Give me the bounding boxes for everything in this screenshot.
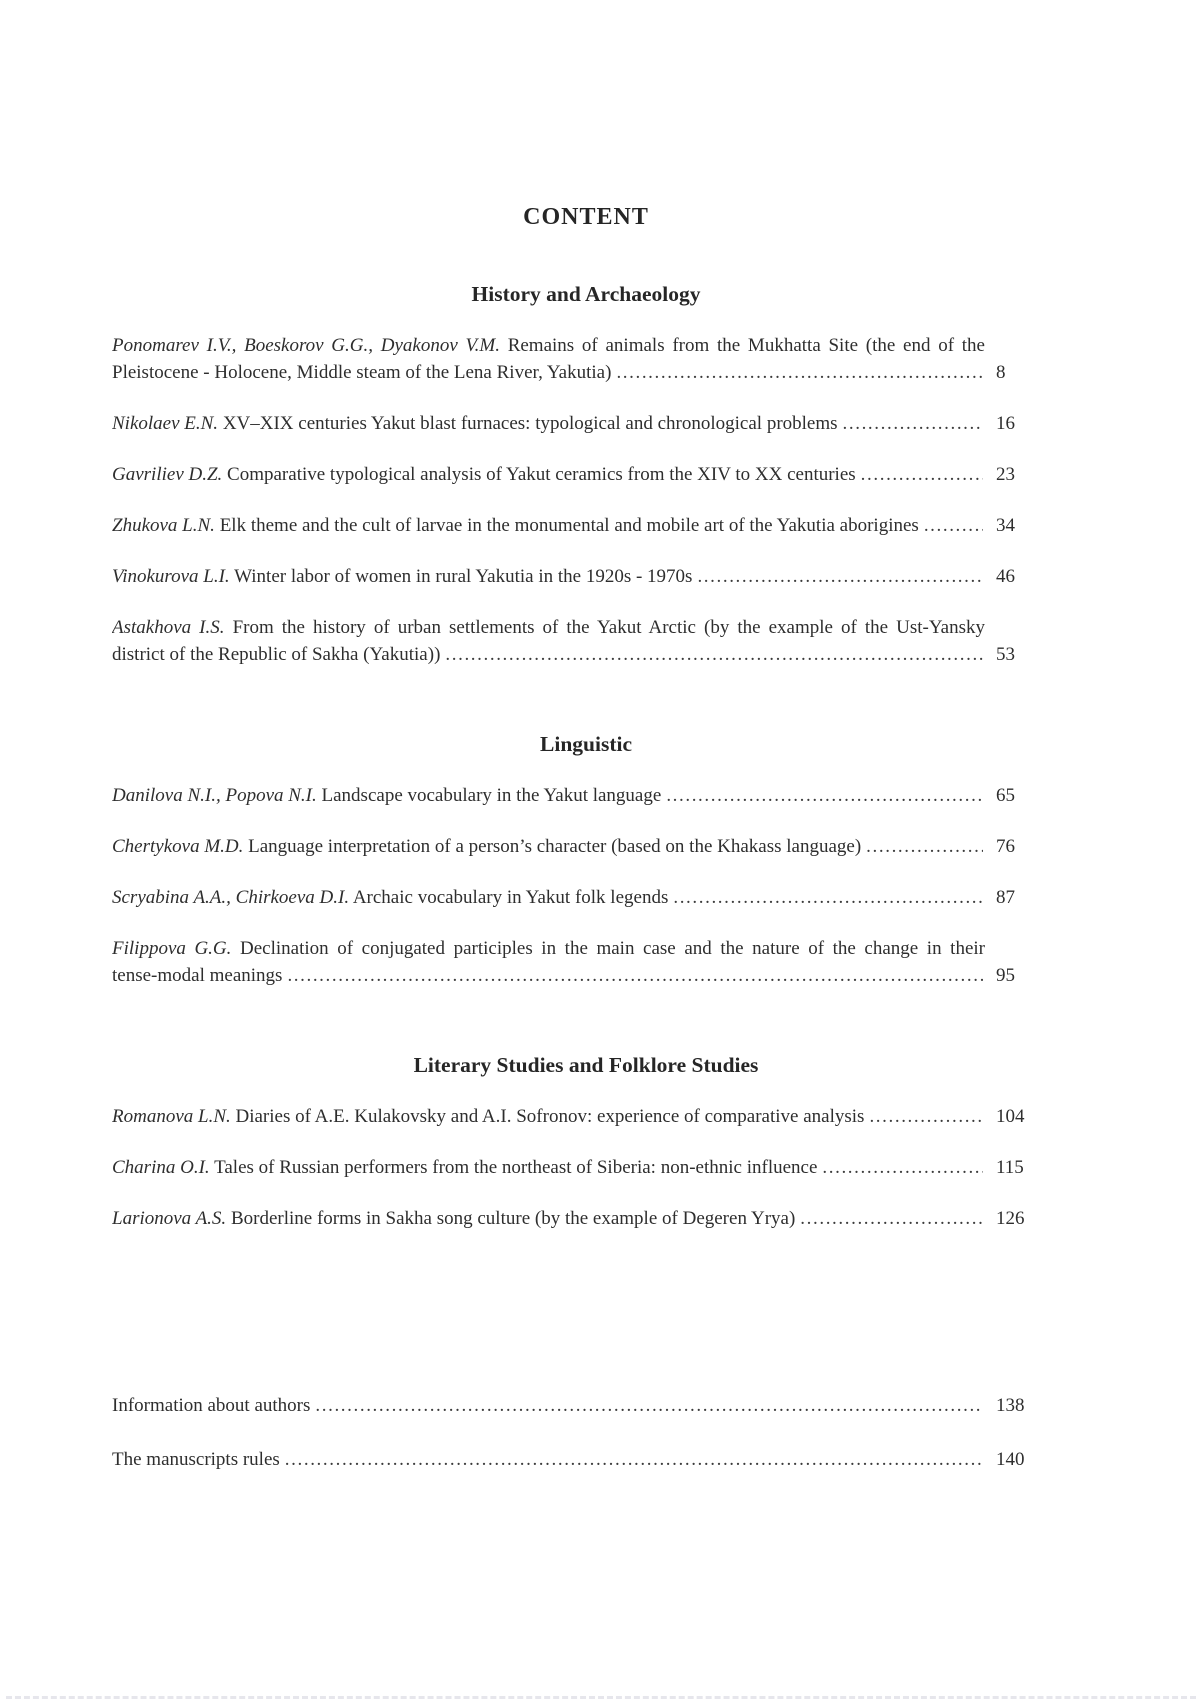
entry-authors: Ponomarev I.V., Boeskorov G.G., Dyakonov V.M.: [112, 335, 500, 356]
page-number: 115: [996, 1157, 1024, 1178]
dot-leader: [673, 884, 983, 911]
dot-leader: [924, 512, 983, 539]
dot-leader: [445, 641, 983, 668]
dot-leader: [866, 833, 983, 860]
entry-line: [112, 1205, 1060, 1232]
footer-entry-label: Information about authors: [112, 1395, 311, 1416]
entry-title: Tales of Russian performers from the northeast of Siberia: non-ethnic influence: [214, 1157, 818, 1178]
entry-authors: Vinokurova L.I.: [112, 566, 230, 587]
toc-section: [112, 730, 1202, 989]
page-number: 140: [996, 1449, 1025, 1470]
dot-leader: [861, 461, 983, 488]
entry-text: [112, 782, 661, 809]
toc-entry: [112, 563, 1202, 590]
entry-line: [112, 461, 1060, 488]
entry-text: [112, 512, 919, 539]
page-number: 95: [996, 965, 1015, 986]
entry-line: [112, 563, 1060, 590]
entry-authors: Astakhova I.S.: [112, 617, 225, 638]
entry-line: [112, 512, 1060, 539]
toc-entry: [112, 410, 1202, 437]
section-heading: Literary Studies and Folklore Studies: [413, 1053, 759, 1077]
page-number: 46: [996, 566, 1015, 587]
page-number: 23: [996, 464, 1015, 485]
toc-entries: [112, 1103, 1202, 1232]
entry-authors: Nikolaev E.N.: [112, 413, 219, 434]
entry-authors: Chertykova M.D.: [112, 836, 244, 857]
toc-entry: [112, 1205, 1202, 1232]
dot-leader: [315, 1392, 983, 1419]
entry-line: [112, 410, 1060, 437]
entry-text: [112, 1446, 280, 1473]
dot-leader: [869, 1103, 983, 1130]
entry-title: Language interpretation of a person’s character (based on the Khakass language): [248, 836, 862, 857]
entry-title: Elk theme and the cult of larvae in the monumental and mobile art of the Yakutia aborigines: [219, 515, 919, 536]
scan-artifact-line: [6, 1696, 1196, 1699]
entry-text: [112, 884, 668, 911]
page-number: 65: [996, 785, 1015, 806]
entry-text: [112, 833, 861, 860]
page-number: 34: [996, 515, 1015, 536]
toc-section: [112, 1051, 1202, 1232]
entry-title: Remains of animals from the Mukhatta Site (the end of the: [507, 335, 985, 356]
entry-title: XV–XIX centuries Yakut blast furnaces: typological and chronological problems: [222, 413, 838, 434]
entry-text: [112, 563, 692, 590]
entry-authors: Zhukova L.N.: [112, 515, 215, 536]
entry-authors: Filippova G.G.: [112, 938, 232, 959]
entry-line: [112, 1446, 1060, 1473]
page-number: 104: [996, 1106, 1025, 1127]
entry-authors: Romanova L.N.: [112, 1106, 231, 1127]
dot-leader: [287, 962, 983, 989]
dot-leader: [666, 782, 983, 809]
entry-title: Declination of conjugated participles in the main case and the nature of the change in their: [240, 938, 985, 959]
dot-leader: [616, 359, 983, 386]
toc-entry: [112, 461, 1202, 488]
entry-text: [112, 1154, 817, 1181]
entry-text: [112, 410, 838, 437]
page-number: 76: [996, 836, 1015, 857]
entry-title: Comparative typological analysis of Yakut ceramics from the XIV to XX centuries: [227, 464, 856, 485]
entry-title: Landscape vocabulary in the Yakut language: [321, 785, 662, 806]
toc-entry: [112, 332, 1202, 386]
entry-line: [112, 782, 1060, 809]
toc-entries: [112, 332, 1202, 668]
entry-title: Diaries of A.E. Kulakovsky and A.I. Sofronov: experience of comparative analysis: [235, 1106, 865, 1127]
toc-entries: [112, 782, 1202, 989]
entry-text: [112, 1205, 795, 1232]
toc-entry: [112, 935, 1202, 989]
footer-entry: [112, 1392, 1202, 1419]
entry-title: From the history of urban settlements of the Yakut Arctic (by the example of the Ust-Yansky: [232, 617, 985, 638]
entry-authors: Danilova N.I., Popova N.I.: [112, 785, 317, 806]
entry-authors: Larionova A.S.: [112, 1208, 227, 1229]
toc-sections: [112, 280, 1202, 1232]
entry-line: [112, 1154, 1060, 1181]
section-heading: Linguistic: [540, 732, 632, 756]
entry-title-continuation: district of the Republic of Sakha (Yakutia)): [112, 644, 441, 665]
dot-leader: [285, 1446, 983, 1473]
page-title: CONTENT: [523, 204, 649, 230]
toc-entry: [112, 833, 1202, 860]
dot-leader: [843, 410, 983, 437]
toc-entry: [112, 614, 1202, 668]
entry-authors: Gavriliev D.Z.: [112, 464, 223, 485]
page-number: 126: [996, 1208, 1025, 1229]
footer-entry: [112, 1446, 1202, 1473]
entry-text: [112, 1392, 310, 1419]
page-number: 87: [996, 887, 1015, 908]
entry-line: [112, 962, 1060, 989]
entry-line: [112, 833, 1060, 860]
entry-line: [112, 884, 1060, 911]
entry-text: [112, 461, 856, 488]
toc-section: [112, 280, 1202, 668]
entry-title-continuation: Pleistocene - Holocene, Middle steam of the Lena River, Yakutia): [112, 362, 612, 383]
page-number: 8: [996, 362, 1006, 383]
toc-entry: [112, 1103, 1202, 1130]
entry-title: Borderline forms in Sakha song culture (by the example of Degeren Yrya): [230, 1208, 796, 1229]
page-number: 138: [996, 1395, 1025, 1416]
section-heading: History and Archaeology: [471, 282, 701, 306]
entry-authors: Scryabina A.A., Chirkoeva D.I.: [112, 887, 350, 908]
entry-line: [112, 641, 1060, 668]
toc-entry: [112, 782, 1202, 809]
dot-leader: [800, 1205, 983, 1232]
footer-entry-label: The manuscripts rules: [112, 1449, 280, 1470]
page-number: 53: [996, 644, 1015, 665]
entry-line: [112, 1103, 1060, 1130]
toc-entry: [112, 512, 1202, 539]
entry-line: [112, 1392, 1060, 1419]
dot-leader: [697, 563, 983, 590]
toc-footer: [112, 1392, 1202, 1473]
entry-text: [112, 1103, 864, 1130]
entry-authors: Charina O.I.: [112, 1157, 210, 1178]
toc-entry: [112, 884, 1202, 911]
entry-line: [112, 359, 1060, 386]
entry-line: [112, 332, 985, 359]
toc-entry: [112, 1154, 1202, 1181]
entry-title: Archaic vocabulary in Yakut folk legends: [352, 887, 669, 908]
entry-title-continuation: tense-modal meanings: [112, 965, 283, 986]
entry-title: Winter labor of women in rural Yakutia in the 1920s - 1970s: [234, 566, 693, 587]
page-number: 16: [996, 413, 1015, 434]
dot-leader: [822, 1154, 983, 1181]
entry-line: [112, 935, 985, 962]
entry-line: [112, 614, 985, 641]
